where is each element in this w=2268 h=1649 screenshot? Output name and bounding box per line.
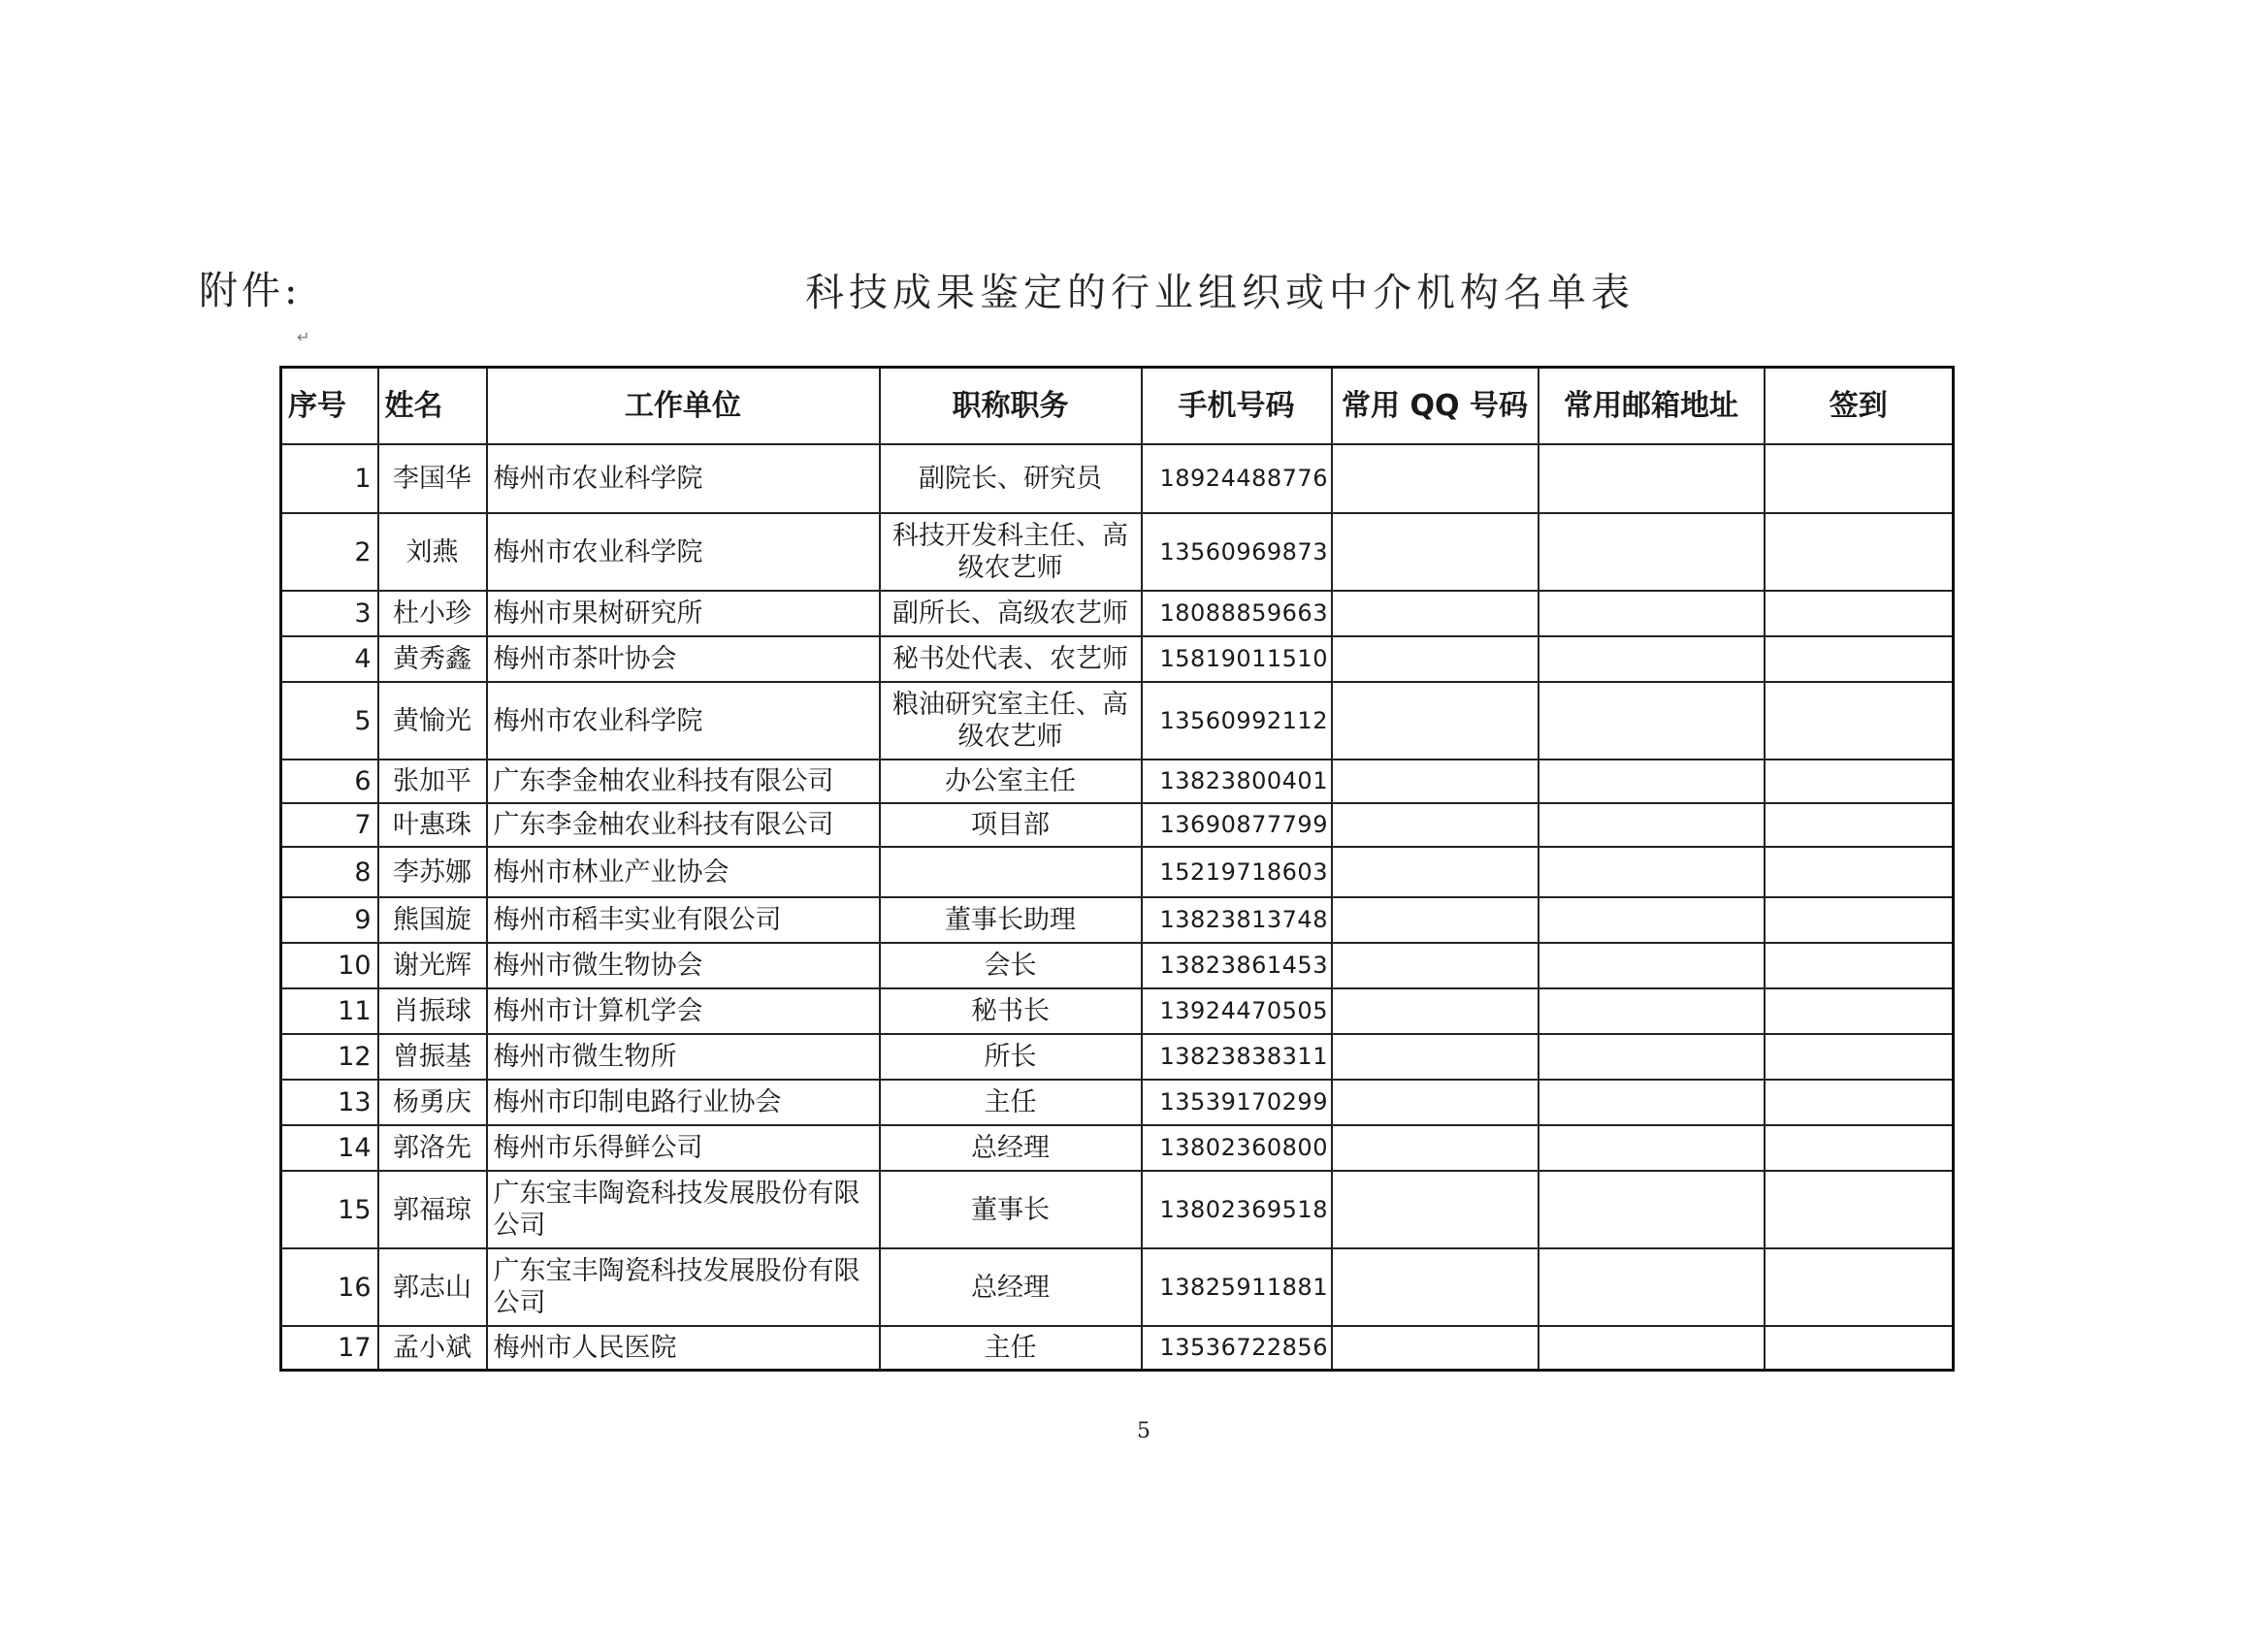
cell-email <box>1539 1248 1765 1326</box>
cell-email <box>1539 943 1765 988</box>
cell-title: 副院长、研究员 <box>880 444 1142 513</box>
cell-phone: 13924470505 <box>1142 988 1332 1034</box>
cell-no: 5 <box>281 682 378 760</box>
roster-table <box>279 366 1955 1372</box>
table-row <box>281 636 1954 682</box>
cell-org: 广东李金柚农业科技有限公司 <box>487 803 880 847</box>
cell-name: 黄秀鑫 <box>378 636 487 682</box>
cell-org: 梅州市林业产业协会 <box>487 847 880 897</box>
cell-phone: 18088859663 <box>1142 591 1332 636</box>
cell-phone: 13823800401 <box>1142 760 1332 803</box>
cell-title: 总经理 <box>880 1248 1142 1326</box>
cell-title: 董事长助理 <box>880 897 1142 943</box>
cell-name: 谢光辉 <box>378 943 487 988</box>
cell-name: 郭志山 <box>378 1248 487 1326</box>
cell-email <box>1539 1326 1765 1370</box>
cell-qq <box>1332 1034 1539 1080</box>
cell-title: 副所长、高级农艺师 <box>880 591 1142 636</box>
cell-qq <box>1332 847 1539 897</box>
cell-no: 3 <box>281 591 378 636</box>
cell-phone: 13539170299 <box>1142 1080 1332 1125</box>
cell-email <box>1539 591 1765 636</box>
cell-phone: 13536722856 <box>1142 1326 1332 1370</box>
cell-org: 梅州市农业科学院 <box>487 682 880 760</box>
cell-email <box>1539 803 1765 847</box>
cell-org: 梅州市茶叶协会 <box>487 636 880 682</box>
cell-name: 杜小珍 <box>378 591 487 636</box>
cell-no: 6 <box>281 760 378 803</box>
cell-email <box>1539 1125 1765 1171</box>
column-header-sign: 签到 <box>1765 368 1954 445</box>
cell-sign <box>1765 591 1954 636</box>
cell-sign <box>1765 803 1954 847</box>
cell-qq <box>1332 943 1539 988</box>
cell-email <box>1539 1034 1765 1080</box>
table-row <box>281 591 1954 636</box>
table-header-row <box>281 368 1954 445</box>
cell-phone: 13690877799 <box>1142 803 1332 847</box>
cell-phone: 13802369518 <box>1142 1171 1332 1248</box>
cell-phone: 13823861453 <box>1142 943 1332 988</box>
cell-no: 7 <box>281 803 378 847</box>
cell-org: 梅州市微生物协会 <box>487 943 880 988</box>
cell-name: 肖振球 <box>378 988 487 1034</box>
cell-sign <box>1765 847 1954 897</box>
cell-org: 梅州市计算机学会 <box>487 988 880 1034</box>
cell-sign <box>1765 444 1954 513</box>
cell-qq <box>1332 897 1539 943</box>
table-row <box>281 1171 1954 1248</box>
cell-qq <box>1332 636 1539 682</box>
cell-phone: 13823838311 <box>1142 1034 1332 1080</box>
cell-sign <box>1765 760 1954 803</box>
table-row <box>281 988 1954 1034</box>
cell-qq <box>1332 444 1539 513</box>
cell-sign <box>1765 897 1954 943</box>
attachment-label: 附件: <box>199 269 302 313</box>
cell-phone: 15219718603 <box>1142 847 1332 897</box>
cell-name: 黄愉光 <box>378 682 487 760</box>
cell-name: 李国华 <box>378 444 487 513</box>
table-row <box>281 803 1954 847</box>
cell-phone: 13825911881 <box>1142 1248 1332 1326</box>
cell-phone: 13560992112 <box>1142 682 1332 760</box>
cell-title: 粮油研究室主任、高级农艺师 <box>880 682 1142 760</box>
table-row <box>281 1125 1954 1171</box>
cell-phone: 18924488776 <box>1142 444 1332 513</box>
paragraph-mark-icon: ↵ <box>297 328 310 346</box>
cell-org: 广东李金柚农业科技有限公司 <box>487 760 880 803</box>
cell-sign <box>1765 513 1954 591</box>
column-header-name: 姓名 <box>378 368 487 445</box>
cell-qq <box>1332 513 1539 591</box>
cell-no: 8 <box>281 847 378 897</box>
cell-phone: 13823813748 <box>1142 897 1332 943</box>
table-row <box>281 1326 1954 1370</box>
cell-name: 曾振基 <box>378 1034 487 1080</box>
cell-sign <box>1765 1034 1954 1080</box>
cell-sign <box>1765 636 1954 682</box>
table-row <box>281 444 1954 513</box>
cell-email <box>1539 988 1765 1034</box>
cell-qq <box>1332 1080 1539 1125</box>
cell-title: 总经理 <box>880 1125 1142 1171</box>
table-row <box>281 847 1954 897</box>
cell-title: 会长 <box>880 943 1142 988</box>
column-header-org: 工作单位 <box>487 368 880 445</box>
cell-sign <box>1765 1171 1954 1248</box>
table-row <box>281 760 1954 803</box>
table-row <box>281 682 1954 760</box>
cell-phone: 13560969873 <box>1142 513 1332 591</box>
roster-body <box>281 444 1954 1370</box>
cell-org: 梅州市农业科学院 <box>487 444 880 513</box>
cell-qq <box>1332 1326 1539 1370</box>
cell-email <box>1539 847 1765 897</box>
cell-qq <box>1332 988 1539 1034</box>
cell-name: 郭福琼 <box>378 1171 487 1248</box>
cell-org: 广东宝丰陶瓷科技发展股份有限公司 <box>487 1171 880 1248</box>
table-row <box>281 943 1954 988</box>
cell-no: 12 <box>281 1034 378 1080</box>
cell-name: 张加平 <box>378 760 487 803</box>
cell-title: 项目部 <box>880 803 1142 847</box>
cell-sign <box>1765 1125 1954 1171</box>
cell-qq <box>1332 1171 1539 1248</box>
cell-title: 科技开发科主任、高级农艺师 <box>880 513 1142 591</box>
cell-title: 主任 <box>880 1080 1142 1125</box>
cell-no: 4 <box>281 636 378 682</box>
cell-no: 9 <box>281 897 378 943</box>
table-row <box>281 1248 1954 1326</box>
cell-no: 2 <box>281 513 378 591</box>
cell-email <box>1539 760 1765 803</box>
cell-sign <box>1765 988 1954 1034</box>
cell-qq <box>1332 760 1539 803</box>
cell-org: 梅州市印制电路行业协会 <box>487 1080 880 1125</box>
document-title: 科技成果鉴定的行业组织或中介机构名单表 <box>805 271 1635 315</box>
cell-title: 秘书处代表、农艺师 <box>880 636 1142 682</box>
cell-name: 孟小斌 <box>378 1326 487 1370</box>
cell-sign <box>1765 1326 1954 1370</box>
cell-title: 办公室主任 <box>880 760 1142 803</box>
table-row <box>281 1034 1954 1080</box>
cell-name: 叶惠珠 <box>378 803 487 847</box>
cell-email <box>1539 1080 1765 1125</box>
cell-no: 10 <box>281 943 378 988</box>
cell-qq <box>1332 1248 1539 1326</box>
cell-sign <box>1765 943 1954 988</box>
cell-email <box>1539 636 1765 682</box>
table-row <box>281 897 1954 943</box>
cell-name: 刘燕 <box>378 513 487 591</box>
cell-title: 董事长 <box>880 1171 1142 1248</box>
cell-qq <box>1332 682 1539 760</box>
cell-qq <box>1332 803 1539 847</box>
cell-no: 13 <box>281 1080 378 1125</box>
cell-org: 广东宝丰陶瓷科技发展股份有限公司 <box>487 1248 880 1326</box>
cell-title <box>880 847 1142 897</box>
column-header-phone: 手机号码 <box>1142 368 1332 445</box>
cell-email <box>1539 1171 1765 1248</box>
cell-name: 熊国旋 <box>378 897 487 943</box>
table-row <box>281 1080 1954 1125</box>
cell-org: 梅州市微生物所 <box>487 1034 880 1080</box>
cell-org: 梅州市稻丰实业有限公司 <box>487 897 880 943</box>
cell-name: 杨勇庆 <box>378 1080 487 1125</box>
column-header-email: 常用邮箱地址 <box>1539 368 1765 445</box>
cell-sign <box>1765 1248 1954 1326</box>
cell-email <box>1539 444 1765 513</box>
cell-org: 梅州市乐得鲜公司 <box>487 1125 880 1171</box>
cell-no: 14 <box>281 1125 378 1171</box>
cell-no: 15 <box>281 1171 378 1248</box>
cell-email <box>1539 682 1765 760</box>
cell-title: 主任 <box>880 1326 1142 1370</box>
cell-no: 11 <box>281 988 378 1034</box>
column-header-no: 序号 <box>281 368 378 445</box>
cell-no: 1 <box>281 444 378 513</box>
cell-name: 李苏娜 <box>378 847 487 897</box>
cell-phone: 15819011510 <box>1142 636 1332 682</box>
cell-org: 梅州市果树研究所 <box>487 591 880 636</box>
cell-no: 16 <box>281 1248 378 1326</box>
cell-sign <box>1765 682 1954 760</box>
cell-sign <box>1765 1080 1954 1125</box>
cell-qq <box>1332 591 1539 636</box>
column-header-title: 职称职务 <box>880 368 1142 445</box>
page-number: 5 <box>1137 1419 1150 1443</box>
cell-phone: 13802360800 <box>1142 1125 1332 1171</box>
column-header-qq: 常用 QQ 号码 <box>1332 368 1539 445</box>
cell-email <box>1539 897 1765 943</box>
cell-org: 梅州市农业科学院 <box>487 513 880 591</box>
cell-title: 所长 <box>880 1034 1142 1080</box>
cell-title: 秘书长 <box>880 988 1142 1034</box>
table-row <box>281 513 1954 591</box>
cell-email <box>1539 513 1765 591</box>
cell-no: 17 <box>281 1326 378 1370</box>
cell-name: 郭洛先 <box>378 1125 487 1171</box>
cell-org: 梅州市人民医院 <box>487 1326 880 1370</box>
cell-qq <box>1332 1125 1539 1171</box>
